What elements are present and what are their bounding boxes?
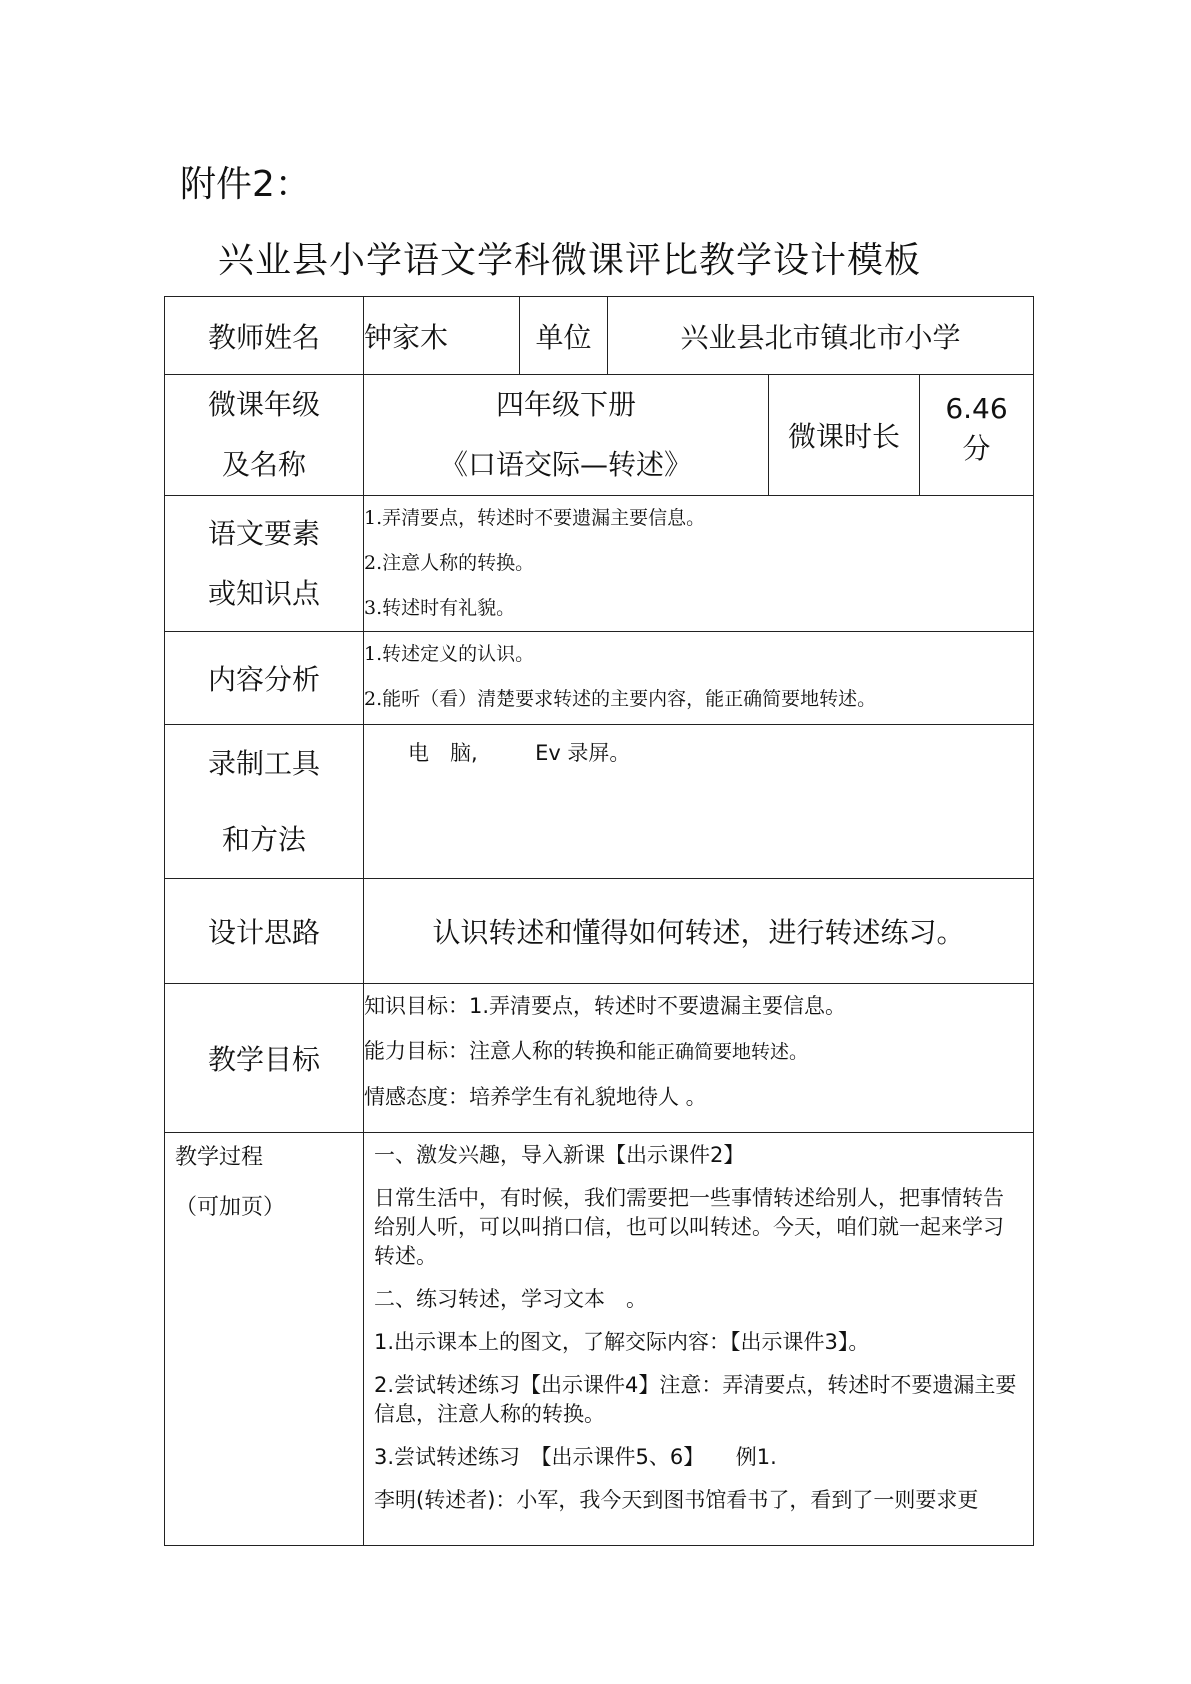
grade-label-line-1: 微课年级 <box>207 388 320 421</box>
grade-label <box>165 375 364 496</box>
list-item: 2.注意人称的转换。 <box>364 552 535 574</box>
tools-recorder: Ev 录屏。 <box>535 741 631 765</box>
design-value: 认识转述和懂得如何转述，进行转述练习。 <box>364 879 1034 984</box>
analysis-label: 内容分析 <box>165 632 364 725</box>
elements-label-line-2: 或知识点 <box>207 576 320 610</box>
process-paragraph: 二、练习转述，学习文本 。 <box>374 1287 647 1311</box>
duration-unit: 分 <box>962 432 991 465</box>
goal-ability-text: 能力目标：注意人称的转换和 <box>364 1039 637 1063</box>
process-paragraph: 一、激发兴趣，导入新课【出示课件2】 <box>374 1143 745 1167</box>
grade-value-line-2: 《口语交际—转述》 <box>439 448 692 481</box>
lesson-design-form <box>164 296 1034 1546</box>
grade-value <box>364 375 769 496</box>
analysis-value <box>364 632 1034 725</box>
duration-label: 微课时长 <box>769 375 920 496</box>
process-paragraph: 日常生活中，有时候，我们需要把一些事情转述给别人，把事情转告给别人听，可以叫捎口信，也可以叫转述。今天，咱们就一起来学习转述。 <box>374 1186 1004 1268</box>
row-elements <box>165 496 1034 632</box>
list-item: 2.能听（看）清楚要求转述的主要内容，能正确简要地转述。 <box>364 688 877 710</box>
duration-value <box>920 375 1034 496</box>
process-label-line-2: （可加页） <box>175 1195 286 1220</box>
goal-knowledge: 知识目标：1.弄清要点，转述时不要遗漏主要信息。 <box>364 994 847 1018</box>
list-item: 3.转述时有礼貌。 <box>364 597 516 619</box>
goals-value <box>364 984 1034 1133</box>
unit-value: 兴业县北市镇北市小学 <box>608 297 1034 375</box>
process-paragraph: 李明(转述者)：小军，我今天到图书馆看书了，看到了一则要求更 <box>374 1488 979 1512</box>
process-paragraph: 3.尝试转述练习 【出示课件5、6】 例1. <box>374 1445 777 1469</box>
row-design <box>165 879 1034 984</box>
tools-label-line-2: 和方法 <box>221 822 306 856</box>
unit-label: 单位 <box>520 297 608 375</box>
teacher-label: 教师姓名 <box>165 297 364 375</box>
list-item: 1.弄清要点，转述时不要遗漏主要信息。 <box>364 507 706 529</box>
teacher-name: 钟家木 <box>364 297 520 375</box>
goal-ability-serif: 能正确简要地转述。 <box>637 1041 809 1063</box>
grade-label-line-2: 及名称 <box>221 448 306 481</box>
elements-label-line-1: 语文要素 <box>207 516 320 550</box>
tools-label-line-1: 录制工具 <box>207 746 320 780</box>
attachment-label: 附件2： <box>180 164 311 205</box>
duration-number: 6.46 <box>945 392 1008 425</box>
row-analysis <box>165 632 1034 725</box>
process-paragraph: 2.尝试转述练习【出示课件4】注意：弄清要点，转述时不要遗漏主要信息，注意人称的转换。 <box>374 1373 1017 1426</box>
process-label <box>165 1133 364 1546</box>
elements-value <box>364 496 1034 632</box>
process-value <box>364 1133 1034 1546</box>
row-grade <box>165 375 1034 496</box>
row-process <box>165 1133 1034 1546</box>
document-title: 兴业县小学语文学科微课评比教学设计模板 <box>218 240 922 281</box>
design-label: 设计思路 <box>165 879 364 984</box>
elements-label <box>165 496 364 632</box>
list-item: 1.转述定义的认识。 <box>364 643 535 665</box>
goals-label: 教学目标 <box>165 984 364 1133</box>
row-goals <box>165 984 1034 1133</box>
tools-computer: 电 脑, <box>408 741 478 765</box>
tools-label <box>165 725 364 879</box>
row-tools <box>165 725 1034 879</box>
row-teacher <box>165 297 1034 375</box>
process-paragraph: 1.出示课本上的图文，了解交际内容：【出示课件3】。 <box>374 1330 870 1354</box>
grade-value-line-1: 四年级下册 <box>495 388 636 421</box>
process-label-line-1: 教学过程 <box>175 1145 264 1170</box>
goal-ability <box>364 1029 1033 1075</box>
tools-value <box>364 725 1034 879</box>
goal-emotion: 情感态度：培养学生有礼貌地待人 。 <box>364 1085 707 1109</box>
